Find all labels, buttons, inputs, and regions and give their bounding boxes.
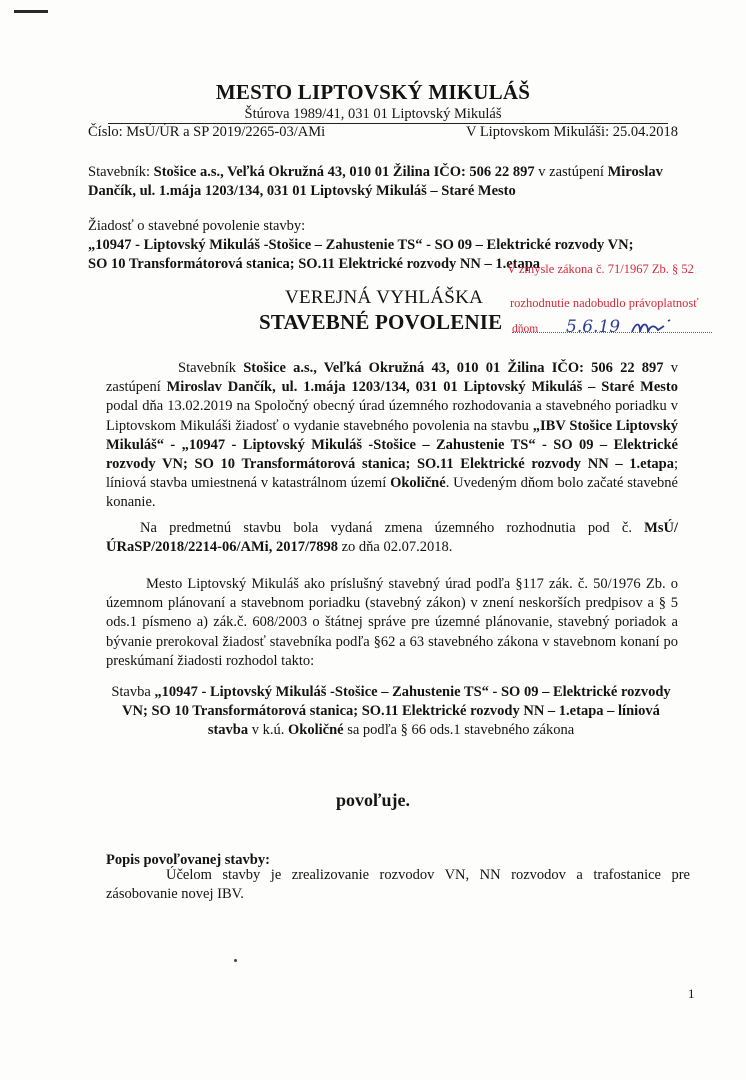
paragraph-zoning-change: Na predmetnú stavbu bola vydaná zmena územného rozhodnutia pod č. MsÚ/ÚRaSP/2018/2214-06/AMi, 2017/7898 zo dňa 02.07.2018. [106, 520, 678, 555]
city-title: MESTO LIPTOVSKÝ MIKULÁŠ [215, 80, 531, 104]
scan-speck [234, 959, 237, 962]
paragraph-decision: Stavba „10947 - Liptovský Mikuláš -Stošice – Zahustenie TS“ - SO 09 – Elektrické rozvody VN; SO 10 Transformátorová stanica; SO.11 Elektrické rozvody NN – 1.etapa – líniová stavba v k.ú. Okoličné sa podľa § 66 ods.1 stavebného zákona [111, 684, 671, 739]
city-address: Štúrova 1989/41, 031 01 Liptovský Mikuláš [244, 106, 502, 122]
request-intro: Žiadosť o stavebné povolenie stavby: [88, 218, 306, 234]
builder-representative: Miroslav Dančík, ul. 1.mája 1203/134, 031 01 Liptovský Mikuláš – Staré Mesto [88, 164, 663, 199]
verdict: povoľuje. [336, 790, 410, 810]
stamp-law: V zmysle zákona č. 71/1967 Zb. § 52 [507, 262, 694, 276]
building-permit-title: STAVEBNÉ POVOLENIE [259, 310, 503, 334]
builder-mid: v zastúpení [534, 164, 608, 180]
handwritten-signature [560, 312, 690, 340]
page-number: 1 [688, 986, 695, 1001]
description-heading: Popis povoľovanej stavby: [106, 852, 270, 868]
description-text: Účelom stavby je zrealizovanie rozvodov VN, NN rozvodov a trafostanice pre zásobovanie novej IBV. [106, 867, 690, 902]
place-date: V Liptovskom Mikuláši: 25.04.2018 [465, 124, 678, 140]
builder-label: Stavebník: [88, 164, 154, 180]
paragraph-application: Stavebník Stošice a.s., Veľká Okružná 43, 010 01 Žilina IČO: 506 22 897 v zastúpení Miroslav Dančík, ul. 1.mája 1203/134, 031 01 Liptovský Mikuláš – Staré Mesto podal dňa 13.02.2019 na Spoločný obecný úrad územného rozhodovania a stavebného poriadku v Liptovskom Mikuláši žiadosť o vydanie stavebného povolenia na stavbu „IBV Stošice Liptovský Mikuláš“ - „10947 - Liptovský Mikuláš -Stošice – Zahustenie TS“ - SO 09 – Elektrické rozvody VN; SO 10 Transformátorová stanica; SO.11 Elektrické rozvody NN – 1.etapa; líniová stavba umiestnená v katastrálnom území Okoličné. Uvedeným dňom bolo začaté stavebné konanie. [106, 360, 679, 511]
reference-number: Číslo: MsÚ/ÚR a SP 2019/2265-03/AMi [88, 124, 326, 140]
stamp-day: dňom [512, 323, 539, 335]
stamp-effective: rozhodnutie nadobudlo právoplatnosť [510, 296, 699, 310]
reference-row [88, 124, 678, 141]
handwritten-date: 5.6.19 [566, 317, 621, 337]
builder-name: Stošice a.s., Veľká Okružná 43, 010 01 Žilina IČO: 506 22 897 [153, 164, 535, 180]
scan-mark [14, 10, 48, 13]
request-line-1: „10947 - Liptovský Mikuláš -Stošice – Zahustenie TS“ - SO 09 – Elektrické rozvody VN; [88, 237, 634, 253]
public-notice-title: VEREJNÁ VYHLÁŠKA [285, 287, 484, 308]
paragraph-authority: Mesto Liptovský Mikuláš ako príslušný stavebný úrad podľa §117 zák. č. 50/1976 Zb. o územnom plánovaní a stavebnom poriadku (stavebný zákon) v znení neskorších predpisov a § 5 ods.1 písmeno a) zák.č. 608/2003 o štátnej správe pre územné plánovanie, stavebný poriadok a bývanie prerokoval žiadosť stavebníka podľa §62 a 63 stavebného zákona v stavebnom konaní po preskúmaní žiadosti rozhodol takto: [106, 576, 678, 669]
request-line-2: SO 10 Transformátorová stanica; SO.11 Elektrické rozvody NN – 1.etapa [88, 256, 541, 272]
builder-info [88, 163, 678, 201]
